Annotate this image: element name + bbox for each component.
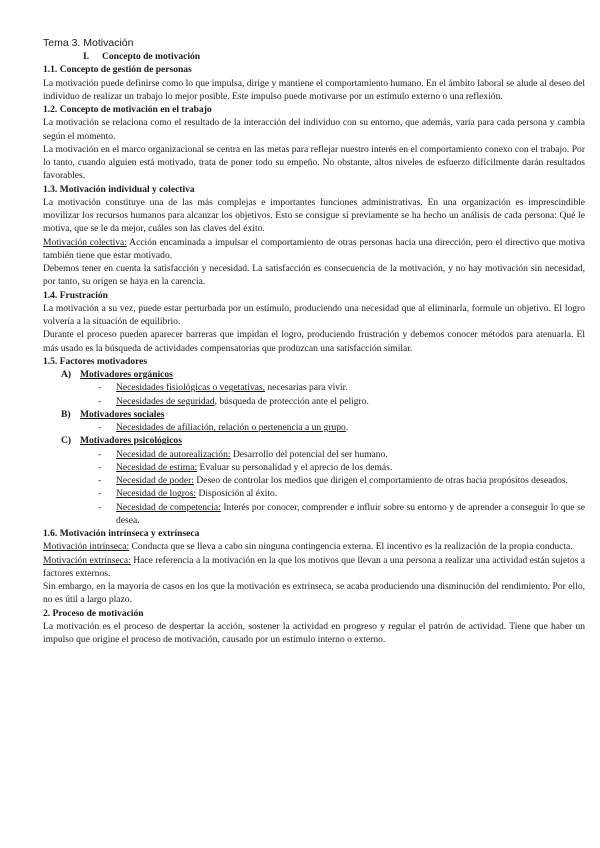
subsection-c-letter: C) — [61, 435, 72, 447]
section-1-4-paragraph-2: Durante el proceso pueden aparecer barreras que impidan el logro, produciendo frustración y debemos conocer métodos para atenuarla. El más usado es la búsqueda de actividades compensatorias que produzcan una satisfacción similar. — [43, 329, 585, 354]
list-item-label: Necesidades de seguridad, — [116, 395, 217, 407]
section-1-2-heading: 1.2. Concepto de motivación en el trabajo — [43, 104, 212, 115]
topic-title: Tema 3. Motivación — [43, 37, 134, 49]
subsection-b-title: Motivadores sociales — [80, 408, 165, 420]
section-1-4-heading: 1.4. Frustración — [43, 289, 108, 301]
section-1-1-paragraph: La motivación puede definirse como lo que impulsa, dirige y mantiene el comportamiento humano. En el ámbito laboral se alude al deseo del individuo de realizar un trabajo lo mejor posible. Este impulso puede motivarse por un estímulo externo o una reflexión. — [43, 77, 585, 102]
subsection-a-heading — [43, 368, 585, 381]
list-item — [43, 474, 585, 487]
list-item-text: Interés por conocer, comprender e influir sobre su entorno y de aprender a conseguir lo que se desea. — [116, 501, 586, 526]
subsection-a-title: Motivadores orgánicos — [80, 369, 173, 380]
list-item — [43, 395, 585, 408]
list-item — [43, 381, 585, 394]
collective-motivation-text: Acción encaminada a impulsar el comportamiento de otras personas hacia una dirección, pero el directivo que motiva también tiene que estar motivado. — [43, 236, 585, 261]
list-item-text: necesarias para vivir. — [265, 382, 348, 394]
list-item-label: Necesidad de estima: — [116, 461, 198, 473]
list-item-text: Evaluar su personalidad y el aprecio de los demás. — [197, 461, 393, 473]
collective-motivation-label: Motivación colectiva: — [43, 236, 127, 248]
subsection-c-title: Motivadores psicológicos — [80, 435, 182, 447]
list-item-label: Necesidad de autorealización: — [116, 448, 231, 460]
dash-bullet: - — [98, 382, 102, 394]
list-item — [43, 487, 585, 500]
section-1-4-paragraph-1: La motivación a su vez, puede estar perturbada por un estímulo, produciendo una necesidad que al eliminarla, formule un objetivo. El logro volvería a la situación de equilibrio. — [43, 302, 585, 327]
subsection-a-letter: A) — [61, 369, 72, 380]
dash-bullet: - — [98, 461, 102, 473]
list-item-text: Deseo de controlar los medios que dirigen el comportamiento de otras hacia propósitos deseados. — [193, 475, 569, 486]
dash-bullet: - — [98, 395, 102, 407]
section-1-1-heading: 1.1. Concepto de gestión de personas — [43, 64, 192, 76]
psychological-motivators-list — [43, 448, 585, 528]
subsection-c-heading — [43, 434, 585, 447]
list-item-text: Disposición al éxito. — [196, 488, 278, 500]
list-item-text: búsqueda de protección ante el peligro. — [217, 395, 369, 407]
section-1-5-heading: 1.5. Factores motivadores — [43, 355, 148, 367]
main-heading — [43, 50, 585, 63]
section-1-6-paragraph-1 — [43, 540, 585, 553]
section-2-paragraph: La motivación es el proceso de despertar la acción, sostener la actividad en progreso y regular el patrón de actividad. Tiene que haber un impulso que origine el proceso de motivación, causado por un estímulo interno o externo. — [43, 620, 585, 645]
section-1-6-heading: 1.6. Motivación intrínseca y extrínseca — [43, 528, 200, 539]
dash-bullet: - — [98, 422, 102, 433]
section-1-3-heading: 1.3. Motivación individual y colectiva — [43, 183, 195, 195]
list-item — [43, 448, 585, 461]
section-1-2-paragraph-2: La motivación en el marco organizacional se centra en las metas para reflejar nuestro interés en el comportamiento conexo con el trabajo. Por lo tanto, cuando alguien está motivado, trata de poner todo su empeño. No obstante, altos niveles de esfuerzo difícilmente darán resultados favorables. — [43, 143, 585, 182]
section-1-6-paragraph-3: Sin embargo, en la mayoría de casos en los que la motivación es extrínseca, se acaba produciendo una disminución del rendimiento. Por ello, no es útil a largo plazo. — [43, 581, 585, 606]
document-body — [43, 50, 585, 646]
list-item — [43, 461, 585, 474]
section-1-6-paragraph-2 — [43, 554, 585, 581]
section-1-3-paragraph-2 — [43, 236, 585, 263]
extrinsic-motivation-text: Hace referencia a la motivación en la que los motivos que llevan a una persona a realizar una actividad están sujetos a factores externos. — [43, 554, 586, 579]
dash-bullet: - — [98, 488, 102, 500]
list-item-label: Necesidad de competencia: — [116, 501, 221, 513]
organic-motivators-list — [43, 381, 585, 408]
list-item-label: Necesidades de afiliación, relación o pertenencia a un grupo — [116, 422, 346, 433]
list-item-label: Necesidad de logros: — [116, 488, 197, 500]
section-1-3-paragraph-1: La motivación constituye una de las más complejas e importantes funciones administrativas. En una organización es imprescindible movilizar los recursos humanos para alcanzar los objetivos. Esto se consigue si previamente se ha hecho un análisis de cada persona: Qué le motiva, que se le da mejor, cuáles son las claves del éxito. — [43, 196, 585, 235]
main-heading-number: I. — [83, 51, 90, 62]
list-item-label: Necesidades fisiológicas o vegetativas, — [116, 382, 265, 394]
list-item — [43, 421, 585, 434]
list-item — [43, 501, 585, 528]
dash-bullet: - — [98, 501, 102, 513]
intrinsic-motivation-text: Conducta que se lleva a cabo sin ninguna contingencia externa. El incentivo es la realización de la propia conducta. — [129, 541, 573, 553]
subsection-b-heading — [43, 408, 585, 421]
section-1-3-paragraph-3: Debemos tener en cuenta la satisfacción y necesidad. La satisfacción es consecuencia de la motivación, y no hay motivación sin necesidad, por tanto, su origen se haya en la carencia. — [43, 263, 585, 288]
section-1-2-paragraph-1: La motivación se relaciona como el resultado de la interacción del individuo con su entorno, que además, varía para cada persona y cambia según el momento. — [43, 117, 585, 142]
section-2-heading: 2. Proceso de motivación — [43, 607, 144, 619]
intrinsic-motivation-label: Motivación intrínseca: — [43, 541, 130, 553]
dash-bullet: - — [98, 475, 102, 486]
subsection-b-letter: B) — [61, 408, 71, 420]
extrinsic-motivation-label: Motivación extrínseca: — [43, 554, 131, 566]
list-item-text: Desarrollo del potencial del ser humano. — [230, 448, 388, 460]
dash-bullet: - — [98, 448, 102, 460]
main-heading-title: Concepto de motivación — [102, 51, 201, 62]
list-item-label: Necesidad de poder: — [116, 475, 194, 486]
list-item-text: . — [345, 422, 349, 433]
social-motivators-list — [43, 421, 585, 434]
